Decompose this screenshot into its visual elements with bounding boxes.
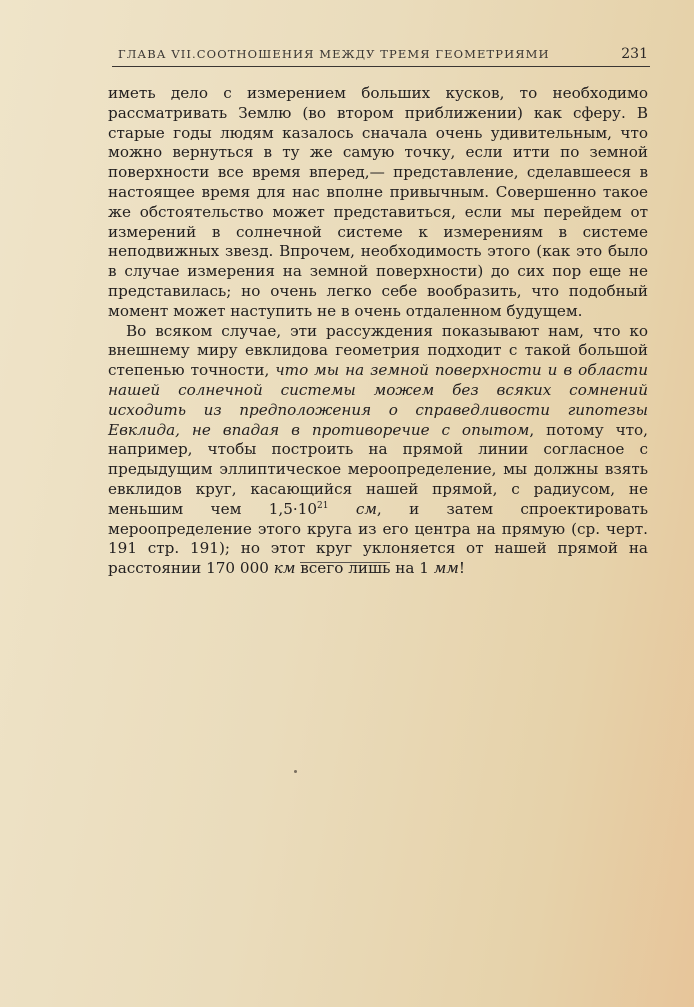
section-end-rule	[300, 562, 390, 563]
italic-text: км	[273, 559, 296, 578]
text-run: иметь дело с измерением больших кусков, то необходимо рассматривать Землю (во втором приближении) как сферу. В старые годы людям казалось сначала очень удивительным, что можно вернуться в ту же самую точку, если итти по земной поверхности все время вперед,— представление, сделавшееся в настоящее время для нас вполне привычным. Совершенно такое же обстоятельство может представиться, если мы перейдем от измерений в солнечной системе к измерениям в системе неподвижных звезд. Впрочем, необходимость этого (как это было в случае измерения на земной поверхности) до сих пор еще не представилась; но очень легко себе вообразить, что подобный момент может наступить не в очень отдаленном будущем.	[108, 84, 648, 320]
italic-text: что мы на земной поверхности и в области нашей солнечной системы можем без всяких сомнений исходить из предположения о справедливости гипотезы Евклида, не впадая в противоречие с опытом	[108, 361, 648, 439]
paper-speck	[294, 770, 297, 773]
page-number: 231	[621, 46, 648, 62]
text-run	[328, 500, 355, 518]
body-text	[108, 84, 648, 579]
italic-text: см	[355, 499, 377, 518]
text-run: !	[458, 559, 466, 578]
running-title: ГЛАВА VII.СООТНОШЕНИЯ МЕЖДУ ТРЕМЯ ГЕОМЕТРИЯМИ	[118, 47, 550, 61]
header-rule	[112, 66, 650, 67]
text-run: Во всяком случае, эти рассуждения показывают нам, что ко внешнему миру евклидова геометрия подходит с такой большой степенью точности,	[108, 321, 648, 380]
paragraph	[108, 84, 648, 322]
text-run: , и затем спроектировать мероопределение этого круга из его центра на прямую (ср. черт. 191 стр. 191); но этот круг уклоняется от нашей прямой на расстоянии 170 000	[108, 499, 648, 578]
paragraph	[108, 322, 648, 579]
text-run: всего лишь на 1	[295, 559, 434, 578]
text-run: , потому что, например, чтобы построить на прямой линии согласное с предыдущим эллиптическое мероопределение, мы должны взять евклидов круг, касающийся нашей прямой, с радиусом, не меньшим чем 1,5·10	[108, 420, 648, 518]
running-head	[118, 44, 648, 66]
superscript: 21	[317, 500, 329, 511]
italic-text: мм	[433, 559, 459, 578]
